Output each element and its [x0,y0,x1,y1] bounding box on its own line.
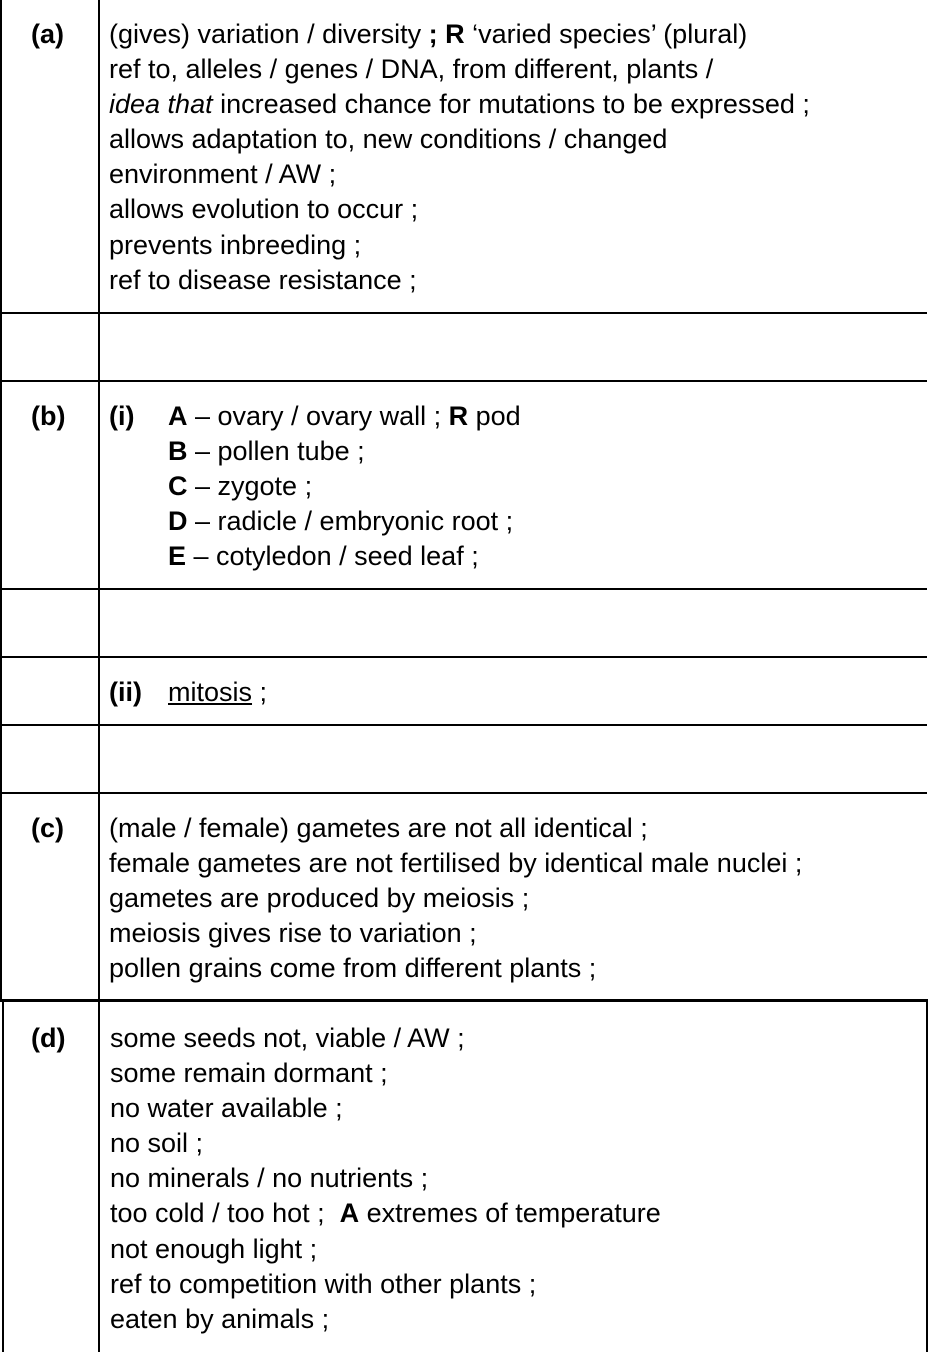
question-label-d: (d) [31,1023,66,1053]
question-label-c: (c) [31,813,64,843]
answer-line: pollen grains come from different plants ; [109,953,597,984]
answer-line: some seeds not, viable / AW ; [110,1023,465,1053]
answer-line: female gametes are not fertilised by identical male nuclei ; [109,848,803,879]
row-divider [0,656,927,658]
answer-block-b-i [168,399,521,574]
question-label-a: (a) [31,19,64,49]
answer-line: ref to disease resistance ; [109,264,417,295]
answer-line: B – pollen tube ; [168,436,365,467]
question-label-b: (b) [31,401,66,431]
table-right-border-bottom [926,1000,928,1352]
answer-line: E – cotyledon / seed leaf ; [168,541,479,572]
answer-line: gametes are produced by meiosis ; [109,883,530,914]
answer-line: no minerals / no nutrients ; [110,1163,429,1194]
answer-block-b-ii [168,675,267,710]
answer-line: A – ovary / ovary wall ; R pod [168,401,521,431]
row-divider [0,724,927,726]
answer-line: ref to competition with other plants ; [110,1268,537,1299]
answer-block-d [110,1021,661,1337]
answer-line: mitosis ; [168,677,268,707]
answer-line: prevents inbreeding ; [109,229,362,260]
table-left-border-bottom [2,1000,4,1352]
row-divider [0,312,927,314]
answer-line: allows evolution to occur ; [109,194,419,225]
answer-line: too cold / too hot ; A extremes of temperature [110,1198,661,1229]
answer-block-a [109,17,810,298]
answer-line: D – radicle / embryonic root ; [168,506,514,537]
answer-line: environment / AW ; [109,159,337,190]
table-left-border-top [0,0,2,1000]
answer-block-c [109,811,802,986]
answer-line: ref to, alleles / genes / DNA, from different, plants / [109,54,714,85]
row-divider [0,999,928,1002]
answer-line: meiosis gives rise to variation ; [109,918,477,949]
answer-line: idea that increased chance for mutations to be expressed ; [109,89,810,120]
column-divider [98,0,100,1352]
answer-line: no soil ; [110,1128,204,1159]
answer-line: no water available ; [110,1093,343,1124]
answer-line: allows adaptation to, new conditions / changed [109,124,668,155]
answer-line: some remain dormant ; [110,1058,388,1089]
subpart-label-i: (i) [109,401,135,431]
answer-line: (gives) variation / diversity ; R ‘varied species’ (plural) [109,19,748,49]
answer-line: (male / female) gametes are not all identical ; [109,813,648,843]
row-divider [0,792,927,794]
row-divider [0,588,927,590]
subpart-label-ii: (ii) [109,677,142,707]
answer-line: C – zygote ; [168,471,313,502]
answer-line: eaten by animals ; [110,1303,330,1334]
row-divider [0,380,927,382]
answer-line: not enough light ; [110,1233,318,1264]
